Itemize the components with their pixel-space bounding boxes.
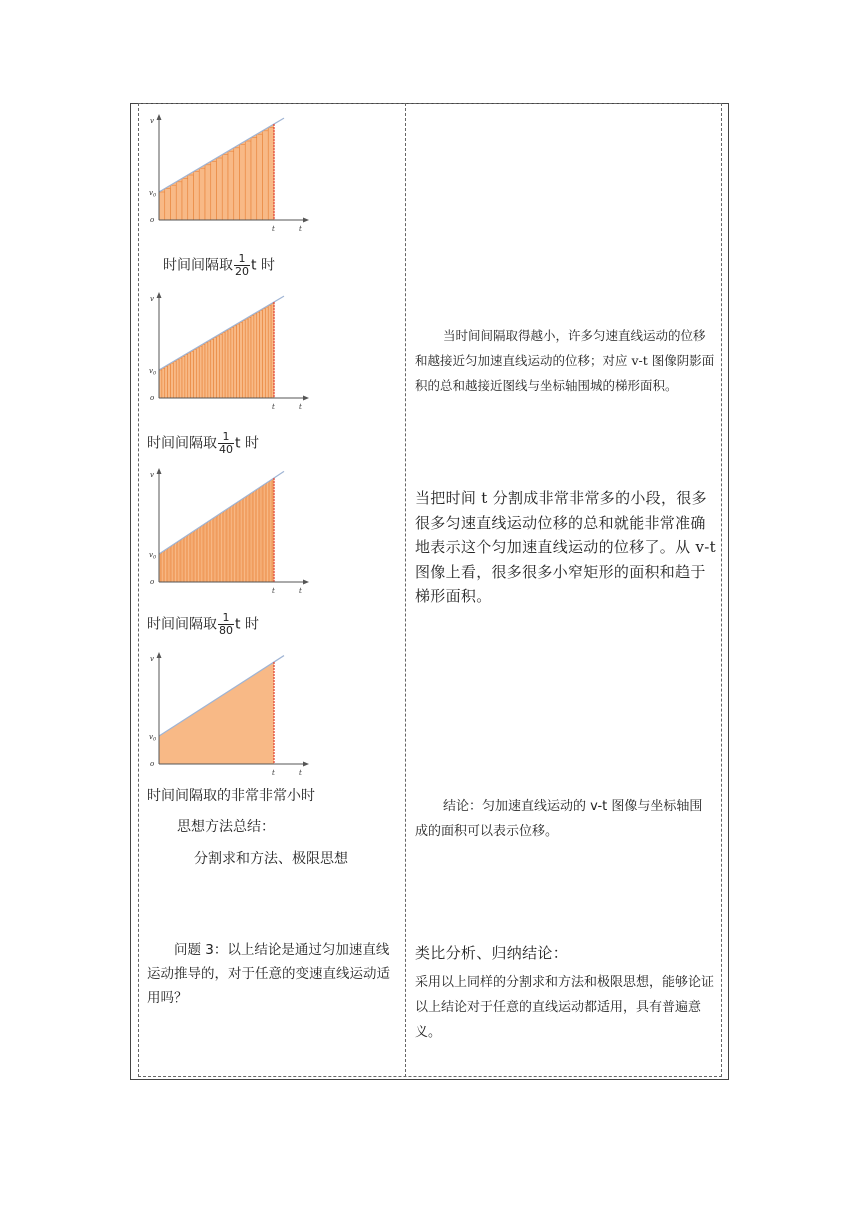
- strip-rect: [166, 549, 167, 582]
- column-divider: [405, 103, 406, 1077]
- strip-rect: [248, 495, 249, 582]
- strip-rect: [228, 329, 231, 398]
- v-axis-label: v: [150, 117, 154, 125]
- velocity-axis-arrow: [157, 114, 162, 120]
- strip-rect: [250, 494, 251, 582]
- strip-rect: [175, 544, 176, 582]
- strip-rect: [254, 314, 257, 398]
- strip-rect: [194, 350, 197, 398]
- fraction: $\frac{1}{80}$: [219, 611, 233, 637]
- strip-rect: [245, 319, 248, 398]
- strip-rect: [178, 542, 179, 582]
- t-label: t: [272, 403, 275, 411]
- strip-rect: [255, 490, 256, 582]
- strip-rect: [251, 493, 252, 582]
- caption-interval-80: 时间间隔取 $\frac{1}{80}$ t 时: [147, 611, 259, 637]
- strip-rect: [181, 540, 182, 582]
- strip-rect: [211, 161, 217, 220]
- strip-rect: [182, 539, 183, 582]
- strip-rect: [214, 518, 215, 582]
- strip-rect: [247, 496, 248, 582]
- velocity-axis-arrow: [157, 652, 162, 658]
- strip-rect: [234, 148, 240, 220]
- strip-rect: [171, 546, 172, 582]
- strip-rect: [214, 338, 217, 398]
- strip-rect: [264, 485, 265, 582]
- strip-rect: [240, 144, 246, 220]
- strip-rect: [252, 492, 253, 582]
- strip-rect: [229, 507, 230, 582]
- strip-rect: [172, 545, 173, 582]
- strip-rect: [248, 317, 251, 398]
- strip-rect: [173, 545, 174, 583]
- strip-rect: [215, 517, 216, 582]
- strip-rect: [182, 178, 188, 220]
- strip-rect: [245, 141, 251, 220]
- analysis-text: 采用以上同样的分割求和方法和极限思想，能够论证以上结论对于任意的直线运动都适用，具有普遍意义。: [415, 975, 715, 1040]
- t-axis-label: t: [299, 225, 302, 233]
- v-axis-label: v: [150, 295, 154, 303]
- origin-label: o: [150, 760, 155, 768]
- vt-graph-20: [145, 114, 315, 236]
- strip-rect: [217, 158, 223, 220]
- strip-rect: [171, 185, 177, 220]
- paragraph-many-segments: 当把时间 t 分割成非常非常多的小段，很多很多匀速直线运动位移的总和就能非常准确地表示这个匀加速直线运动的位移了。从 v-t 图像上看，很多很多小窄矩形的面积和趋于梯形面积。: [415, 489, 716, 605]
- velocity-axis-arrow: [157, 292, 162, 298]
- vt-graph-40: [145, 292, 315, 414]
- strip-rect: [168, 548, 169, 582]
- strip-rect: [199, 168, 205, 220]
- time-axis-arrow: [303, 580, 309, 585]
- strip-rect: [217, 336, 220, 398]
- strip-rect: [221, 513, 222, 582]
- strip-rect: [196, 348, 199, 398]
- strip-rect: [179, 541, 180, 582]
- strip-rect: [199, 346, 202, 398]
- strip-rect: [160, 553, 161, 582]
- v0-label: $v_0$: [149, 733, 157, 743]
- strip-rect: [159, 192, 165, 220]
- strip-rect: [268, 127, 274, 220]
- strip-rect: [204, 525, 205, 582]
- t-axis-label: t: [299, 403, 302, 411]
- strip-rect: [231, 507, 232, 583]
- strip-rect: [244, 498, 245, 582]
- strip-rect: [237, 503, 238, 582]
- strip-rect: [185, 537, 186, 582]
- strip-rect: [263, 309, 266, 398]
- v-axis-label: v: [150, 655, 154, 663]
- strip-rect: [188, 175, 194, 220]
- strip-rect: [169, 547, 170, 582]
- strip-rect: [225, 510, 226, 582]
- t-label: t: [272, 769, 275, 777]
- strip-rect: [191, 533, 192, 582]
- strip-rect: [163, 551, 164, 582]
- origin-label: o: [150, 216, 155, 224]
- origin-label: o: [150, 578, 155, 586]
- strip-rect: [258, 488, 259, 582]
- v0-label: $v_0$: [149, 189, 157, 199]
- strip-rect: [237, 324, 240, 398]
- strip-rect: [188, 535, 189, 582]
- v-axis-label: v: [150, 471, 154, 479]
- v0-label: $v_0$: [149, 367, 157, 377]
- strip-rect: [268, 305, 271, 398]
- strip-rect: [162, 368, 165, 398]
- strip-rect: [208, 341, 211, 398]
- strip-rect: [165, 189, 171, 220]
- strip-rect: [176, 360, 179, 398]
- strip-rect: [192, 532, 193, 582]
- analysis-title: 类比分析、归纳结论：: [415, 944, 569, 962]
- strip-rect: [162, 552, 163, 582]
- strip-rect: [260, 311, 263, 399]
- strip-rect: [242, 321, 245, 398]
- caption-interval-40: 时间间隔取 $\frac{1}{40}$ t 时: [147, 430, 259, 456]
- strip-rect: [217, 516, 218, 582]
- strip-rect: [186, 536, 187, 582]
- strip-rect: [227, 509, 228, 582]
- strip-rect: [205, 524, 206, 582]
- strip-rect: [260, 488, 261, 583]
- strip-rect: [196, 529, 197, 582]
- strip-rect: [194, 531, 195, 582]
- strip-rect: [194, 172, 200, 220]
- caption-interval-20: 时间间隔取 $\frac{1}{20}$ t 时: [163, 252, 275, 278]
- strip-rect: [267, 483, 268, 582]
- strip-rect: [224, 511, 225, 582]
- strip-rect: [176, 543, 177, 582]
- strip-rect: [231, 328, 234, 399]
- t-label: t: [272, 225, 275, 233]
- strip-rect: [265, 307, 268, 398]
- strip-rect: [218, 515, 219, 582]
- strip-rect: [205, 343, 208, 398]
- strip-rect: [219, 334, 222, 398]
- velocity-axis-arrow: [157, 468, 162, 474]
- method-summary-text: 分割求和方法、极限思想: [194, 851, 348, 867]
- strip-rect: [208, 522, 209, 582]
- strip-rect: [176, 182, 182, 220]
- fraction: $\frac{1}{40}$: [219, 430, 233, 456]
- strip-rect: [211, 339, 214, 398]
- strip-rect: [191, 351, 194, 398]
- strip-rect: [209, 521, 210, 582]
- strip-rect: [228, 151, 234, 220]
- strip-rect: [199, 527, 200, 582]
- strip-rect: [238, 502, 239, 582]
- v0-label: $v_0$: [149, 551, 157, 561]
- t-axis-label: t: [299, 769, 302, 777]
- strip-rect: [241, 500, 242, 582]
- fraction: $\frac{1}{20}$: [235, 252, 249, 278]
- strip-rect: [251, 316, 254, 398]
- strip-rect: [202, 345, 205, 399]
- strip-rect: [257, 489, 258, 582]
- strip-rect: [268, 482, 269, 582]
- strip-rect: [263, 131, 269, 220]
- strip-rect: [165, 367, 168, 398]
- t-label: t: [272, 587, 275, 595]
- vt-graph-limit: [145, 652, 315, 780]
- strip-rect: [245, 497, 246, 582]
- strip-rect: [271, 480, 272, 582]
- strip-rect: [202, 526, 203, 583]
- strip-rect: [254, 491, 255, 582]
- strip-rect: [173, 362, 176, 399]
- caption-interval-limit: 时间间隔取的非常非常小时: [147, 788, 315, 804]
- strip-rect: [189, 534, 190, 582]
- strip-rect: [211, 520, 212, 582]
- strip-rect: [212, 519, 213, 582]
- strip-rect: [257, 134, 263, 220]
- strip-rect: [225, 331, 228, 398]
- strip-rect: [240, 501, 241, 582]
- strip-rect: [171, 363, 174, 398]
- strip-rect: [165, 550, 166, 582]
- strip-rect: [222, 512, 223, 582]
- strip-rect: [240, 322, 243, 398]
- vt-graph-80: [145, 468, 315, 598]
- origin-label: o: [150, 394, 155, 402]
- strip-rect: [261, 487, 262, 582]
- strip-rect: [235, 504, 236, 582]
- strip-rect: [228, 508, 229, 582]
- strip-rect: [168, 365, 171, 398]
- strip-rect: [205, 165, 211, 220]
- strip-rect: [195, 530, 196, 582]
- time-axis-arrow: [303, 762, 309, 767]
- method-summary-title: 思想方法总结：: [177, 819, 275, 835]
- shaded-area: [159, 662, 274, 764]
- strip-rect: [201, 526, 202, 582]
- strip-rect: [182, 356, 185, 398]
- strip-rect: [179, 358, 182, 398]
- question-3: 问题 3：以上结论是通过匀加速直线运动推导的，对于任意的变速直线运动适用吗？: [147, 942, 390, 1006]
- paragraph-interval-smaller: 当时间间隔取得越小，许多匀速直线运动的位移和越接近匀加速直线运动的位移；对应 v-t 图像阴影面积的总和越接近图线与坐标轴围城的梯形面积。: [415, 328, 715, 393]
- strip-rect: [251, 138, 257, 220]
- strip-rect: [265, 484, 266, 582]
- strip-rect: [219, 514, 220, 582]
- strip-rect: [234, 505, 235, 582]
- strip-rect: [183, 538, 184, 582]
- strip-rect: [270, 481, 271, 582]
- strip-rect: [232, 506, 233, 582]
- strip-rect: [222, 333, 225, 398]
- strip-rect: [234, 326, 237, 398]
- strip-rect: [188, 353, 191, 398]
- strip-rect: [222, 155, 228, 220]
- strip-rect: [185, 355, 188, 398]
- strip-rect: [242, 499, 243, 582]
- strip-rect: [257, 312, 260, 398]
- strip-rect: [263, 486, 264, 582]
- strip-rect: [198, 528, 199, 582]
- t-axis-label: t: [299, 587, 302, 595]
- time-axis-arrow: [303, 396, 309, 401]
- conclusion-text: 结论：匀加速直线运动的 v-t 图像与坐标轴围成的面积可以表示位移。: [415, 799, 703, 839]
- time-axis-arrow: [303, 218, 309, 223]
- strip-rect: [206, 523, 207, 582]
